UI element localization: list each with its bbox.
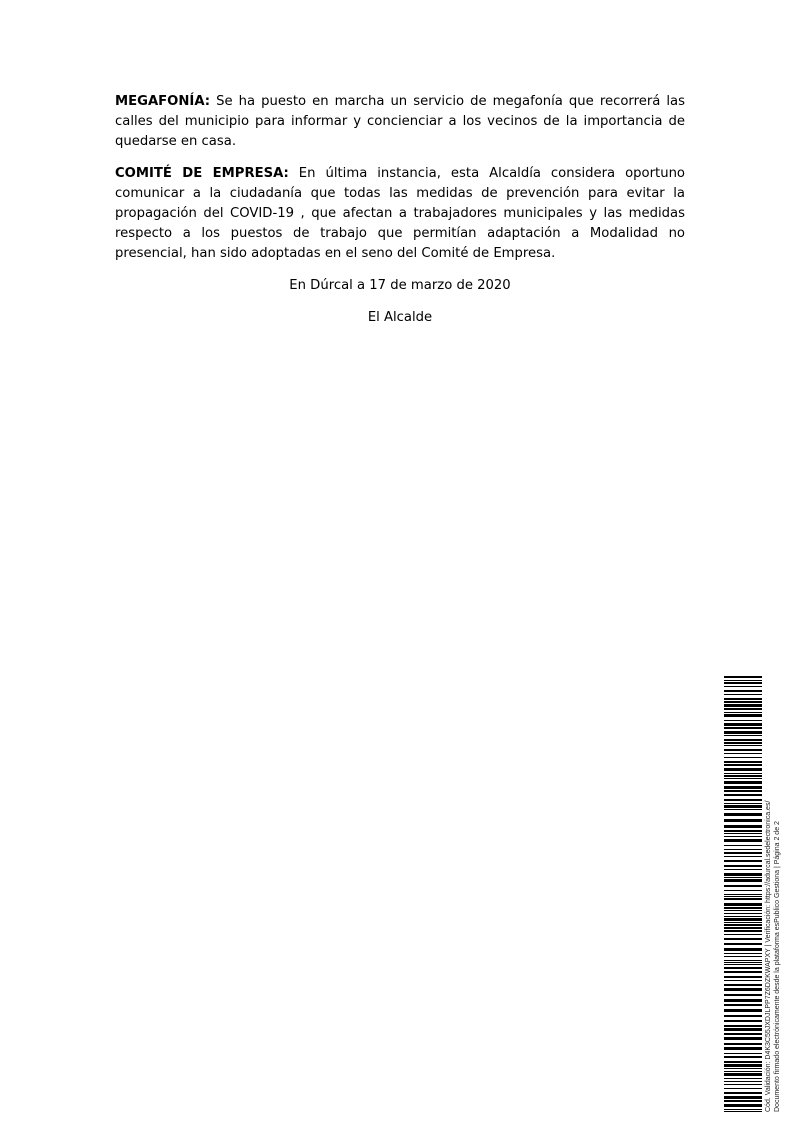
barcode-bar (724, 1084, 762, 1085)
barcode-bar (724, 1073, 762, 1076)
barcode-bar (724, 753, 762, 754)
barcode-bar (724, 1061, 762, 1063)
barcode-bar (724, 967, 762, 969)
barcode-bar (724, 749, 762, 751)
barcode-bar (724, 833, 762, 834)
barcode-bar (724, 694, 762, 695)
barcode-bar (724, 934, 762, 935)
barcode-bar (724, 778, 762, 779)
barcode-bar (724, 1071, 762, 1072)
barcode-bar (724, 1053, 762, 1054)
barcode-bar (724, 1015, 762, 1017)
barcode-bar (724, 803, 762, 804)
barcode-bar (724, 739, 762, 741)
barcode-bar (724, 1096, 762, 1099)
barcode-bar (724, 830, 762, 832)
barcode-bar (724, 976, 762, 978)
barcode-bar (724, 676, 762, 678)
barcode-bar (724, 980, 762, 981)
barcode-bar (724, 682, 762, 684)
barcode-bar (724, 805, 762, 808)
barcode-bar (724, 1111, 762, 1112)
barcode-bar (724, 809, 762, 810)
barcode-bar (724, 819, 762, 822)
barcode-bar (724, 680, 762, 681)
megafonia-label: MEGAFONÍA: (115, 94, 211, 109)
barcode-bar (724, 704, 762, 707)
barcode-bar (724, 701, 762, 703)
barcode-bar (724, 1028, 762, 1031)
barcode-bar (724, 813, 762, 816)
barcode-bar (724, 971, 762, 973)
barcode-bar (724, 1033, 762, 1035)
barcode-bar (724, 1056, 762, 1058)
barcode-bar (724, 962, 762, 963)
date-line: En Dúrcal a 17 de marzo de 2020 (289, 278, 511, 293)
barcode-bar (724, 903, 762, 906)
barcode-bar (724, 775, 762, 777)
barcode-bar (724, 1068, 762, 1069)
megafonia-text: Se ha puesto en marcha un servicio de megafonía que recorrerá las calles del municipio para informar y concienciar a los vecinos de la importancia de quedarse en casa. (115, 94, 685, 149)
barcode-bar (724, 1064, 762, 1067)
barcode-bar (724, 768, 762, 771)
barcode-bar (724, 1088, 762, 1089)
barcode-bar (724, 1020, 762, 1022)
verification-line-2: Documento firmado electrónicamente desde la plataforma esPublico Gestiona | Página 2 de 2 (774, 821, 781, 1112)
barcode-bar (724, 856, 762, 857)
barcode-bar (724, 860, 762, 862)
barcode-bar (724, 907, 762, 909)
comite-paragraph (115, 164, 685, 264)
barcode (724, 676, 762, 1112)
barcode-bar (724, 1047, 762, 1050)
barcode-bar (724, 999, 762, 1002)
barcode-bar (724, 686, 762, 687)
barcode-bar (724, 1081, 762, 1082)
barcode-bar (724, 690, 762, 692)
barcode-bar (724, 786, 762, 789)
barcode-bar (724, 896, 762, 897)
barcode-bar (724, 898, 762, 900)
barcode-bar (724, 1025, 762, 1027)
verification-text (764, 676, 782, 1112)
barcode-bar (724, 757, 762, 758)
barcode-bar (724, 877, 762, 878)
barcode-bar (724, 745, 762, 746)
barcode-bar (724, 825, 762, 828)
barcode-bar (724, 1104, 762, 1107)
barcode-bar (724, 953, 762, 954)
barcode-bar (724, 927, 762, 929)
barcode-bar (724, 731, 762, 734)
barcode-bar (724, 714, 762, 717)
document-body (115, 92, 685, 328)
barcode-bar (724, 845, 762, 846)
barcode-bar (724, 794, 762, 796)
barcode-bar (724, 964, 762, 965)
barcode-bar (724, 879, 762, 882)
signature-title: El Alcalde (367, 310, 433, 325)
barcode-bar (724, 799, 762, 801)
barcode-bar (724, 720, 762, 721)
barcode-bar (724, 742, 762, 744)
verification-line-1: Cód. Validación: D4K3C55JXDJLPP7Z6DZKWAPXY | Verificación: https://adurcal.sedelectronica.es/ (765, 800, 772, 1112)
barcode-bar (724, 960, 762, 961)
barcode-bar (724, 723, 762, 726)
barcode-bar (724, 1100, 762, 1102)
barcode-bar (724, 943, 762, 945)
barcode-bar (724, 916, 762, 917)
barcode-bar (724, 924, 762, 926)
barcode-bar (724, 894, 762, 895)
barcode-bar (724, 922, 762, 923)
barcode-bar (724, 698, 762, 700)
barcode-bar (724, 761, 762, 763)
barcode-bar (724, 994, 762, 996)
barcode-bar (724, 865, 762, 867)
barcode-bar (724, 1004, 762, 1006)
barcode-bar (724, 712, 762, 713)
barcode-bar (724, 1078, 762, 1079)
barcode-bar (724, 1009, 762, 1012)
barcode-bar (724, 781, 762, 784)
barcode-bar (724, 948, 762, 951)
barcode-bar (724, 885, 762, 887)
barcode-bar (724, 773, 762, 774)
comite-text: En última instancia, esta Alcaldía considera oportuno comunicar a la ciudadanía que todas las medidas de prevención para evitar la propagación del COVID-19 , que afectan a trabajadores municipales y las medidas respecto a los puestos de trabajo que permitían adaptación a Modalidad no presencial, han sido adoptadas en el seno del Comité de Empresa. (115, 166, 685, 261)
barcode-bar (724, 708, 762, 710)
barcode-bar (724, 764, 762, 766)
barcode-bar (724, 1092, 762, 1094)
barcode-bar (724, 984, 762, 986)
comite-label: COMITÉ DE EMPRESA: (115, 166, 289, 181)
barcode-bar (724, 1109, 762, 1110)
barcode-bar (724, 956, 762, 957)
barcode-bar (724, 890, 762, 891)
barcode-bar (724, 930, 762, 932)
barcode-bar (724, 869, 762, 870)
barcode-bar (724, 790, 762, 792)
barcode-bar (724, 852, 762, 854)
barcode-bar (724, 1037, 762, 1040)
barcode-bar (724, 1043, 762, 1045)
barcode-bar (724, 988, 762, 991)
barcode-bar (724, 849, 762, 850)
megafonia-paragraph (115, 92, 685, 152)
barcode-bar (724, 727, 762, 729)
verification-strip (724, 676, 784, 1112)
barcode-bar (724, 910, 762, 911)
barcode-bar (724, 913, 762, 914)
barcode-bar (724, 836, 762, 837)
barcode-bar (724, 918, 762, 921)
barcode-bar (724, 839, 762, 842)
barcode-bar (724, 873, 762, 876)
barcode-bar (724, 938, 762, 940)
barcode-bar (724, 735, 762, 736)
